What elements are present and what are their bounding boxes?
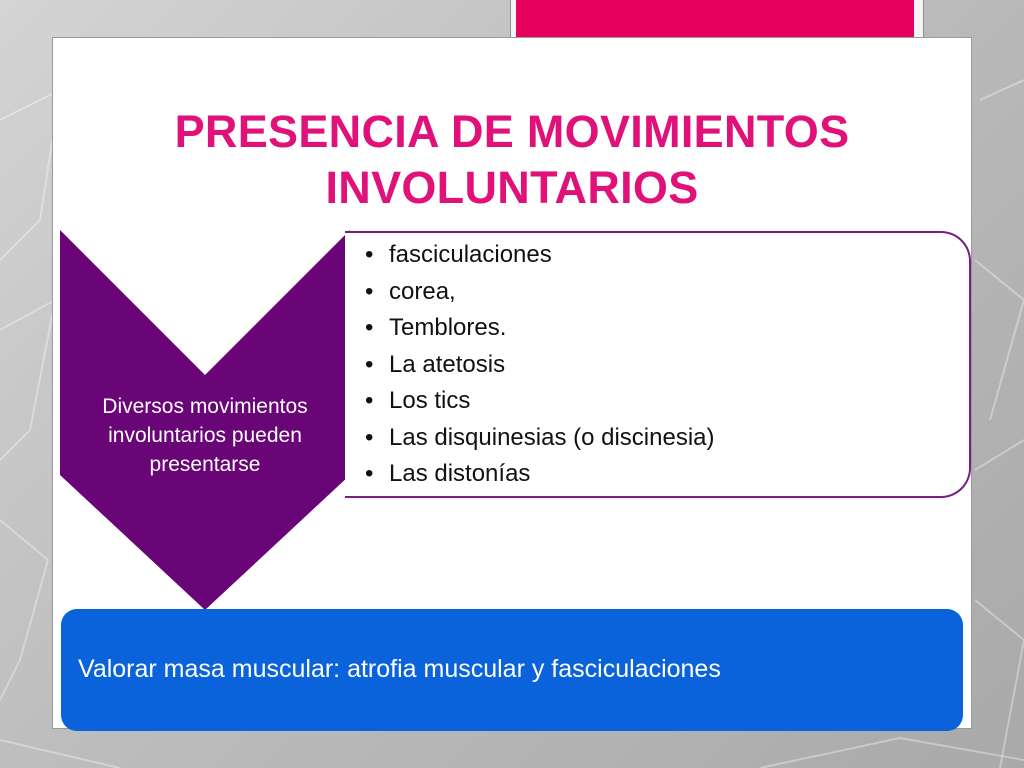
list-item xyxy=(365,456,715,493)
bullet: • xyxy=(365,241,374,268)
chevron-label-line: Diversos movimientos xyxy=(102,395,308,418)
bullet: • xyxy=(365,423,374,451)
list-item xyxy=(365,347,715,384)
bullet: • xyxy=(365,277,374,305)
bullet: • xyxy=(365,350,374,378)
list-item-text: Las disquinesias (o discinesia) xyxy=(389,423,715,451)
list-item-text: fasciculaciones xyxy=(389,241,552,268)
footer-text: Valorar masa muscular: atrofia muscular y fasciculaciones xyxy=(78,655,721,683)
title-line-2: INVOLUNTARIOS xyxy=(325,162,699,213)
bullet: • xyxy=(365,314,374,341)
list-item-text: Las distonías xyxy=(389,460,531,487)
list-item xyxy=(365,237,715,274)
slide-title xyxy=(80,104,944,216)
movements-list xyxy=(365,237,715,493)
list-item-text: Los tics xyxy=(389,387,471,414)
bullet: • xyxy=(365,387,374,414)
list-item xyxy=(365,383,715,420)
list-item xyxy=(365,420,715,457)
list-item xyxy=(365,310,715,347)
chevron-label xyxy=(62,392,348,479)
list-item-text: La atetosis xyxy=(389,350,506,378)
bullet: • xyxy=(365,460,374,487)
list-item-text: Temblores. xyxy=(389,314,507,341)
chevron-label-line: involuntarios pueden xyxy=(108,424,302,447)
chevron-label-line: presentarse xyxy=(149,453,261,476)
list-item-text: corea, xyxy=(389,277,456,305)
title-line-1: PRESENCIA DE MOVIMIENTOS xyxy=(174,106,850,157)
list-item xyxy=(365,274,715,311)
